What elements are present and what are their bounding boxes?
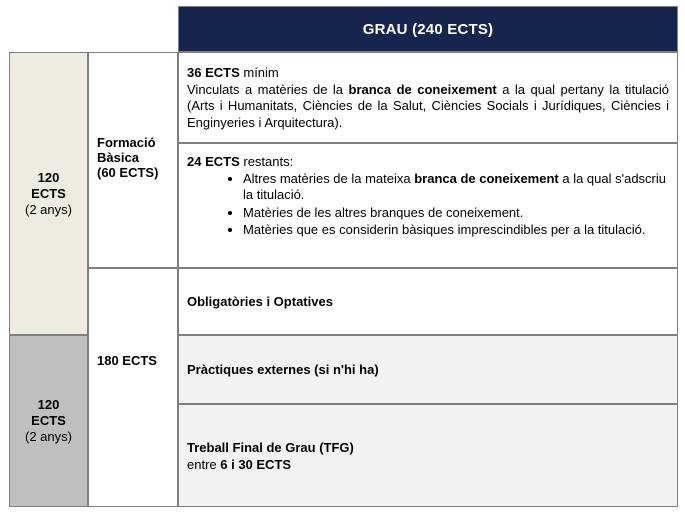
- tfg-text: entre: [187, 456, 221, 472]
- year-block-2: [9, 335, 88, 507]
- header-title: GRAU (240 ECTS): [362, 20, 494, 38]
- tfg-title: Treball Final de Grau (TFG): [187, 440, 354, 455]
- bullet1-before: Altres matèries de la mateixa: [243, 170, 415, 186]
- obligatories-label: Obligatòries i Optatives: [187, 294, 333, 309]
- minim-text: [187, 82, 669, 132]
- year-block-1: [9, 52, 88, 335]
- restants-amount: 24 ECTS: [187, 154, 240, 169]
- formacio-basica-cell: [88, 52, 178, 268]
- list-item: • Matèries que es considerin bàsiques imprescindibles per a la titulació.: [243, 222, 669, 239]
- minim-text-after: a la qual pertany la titulació (Arts i Humanitats, Ciències de la Salut, Ciències Socials i Jurídiques, Ciències i Enginyeries i Arquitectura).: [187, 81, 670, 130]
- restants-heading: [187, 154, 669, 171]
- year-2-duration: (2 anys): [25, 429, 72, 444]
- formacio-basica-line3: (60 ECTS): [97, 165, 159, 180]
- ects-180-cell: [88, 268, 178, 507]
- restants-cell: [178, 143, 678, 268]
- practiques-cell: [178, 335, 678, 404]
- minim-text-bold: branca de coneixement: [348, 81, 497, 97]
- list-item: • Matèries de les altres branques de coneixement.: [243, 205, 669, 222]
- year-2-unit: ECTS: [31, 413, 66, 428]
- minim-text-before: Vinculats a matèries de la: [187, 81, 349, 97]
- ects-180-label: 180 ECTS: [97, 353, 157, 368]
- tfg-range: [187, 457, 669, 474]
- list-item: [243, 171, 669, 204]
- bullet1-after: a la qual s'adscriu la titulació.: [243, 170, 666, 202]
- formacio-basica-line2: Bàsica: [97, 150, 139, 165]
- practiques-label: Pràctiques externes (si n'hi ha): [187, 362, 379, 377]
- minim-amount: 36 ECTS: [187, 65, 240, 80]
- tfg-cell: [178, 404, 678, 507]
- year-1-unit: ECTS: [31, 185, 66, 201]
- year-1-ects: 120: [37, 169, 60, 185]
- bullet1-bold: branca de coneixement: [414, 170, 559, 186]
- restants-label: restants:: [239, 154, 294, 169]
- year-2-ects: 120: [37, 397, 60, 412]
- obligatories-cell: [178, 268, 678, 335]
- tfg-range-value: 6 i 30 ECTS: [220, 456, 292, 472]
- year-1-duration: (2 anys): [25, 201, 72, 217]
- table-header-grau: [178, 6, 678, 52]
- minim-label: mínim: [239, 65, 279, 80]
- formacio-basica-line1: Formació: [97, 135, 156, 150]
- minim-heading: [187, 65, 669, 82]
- minim-cell: [178, 52, 678, 143]
- restants-list: [187, 171, 669, 239]
